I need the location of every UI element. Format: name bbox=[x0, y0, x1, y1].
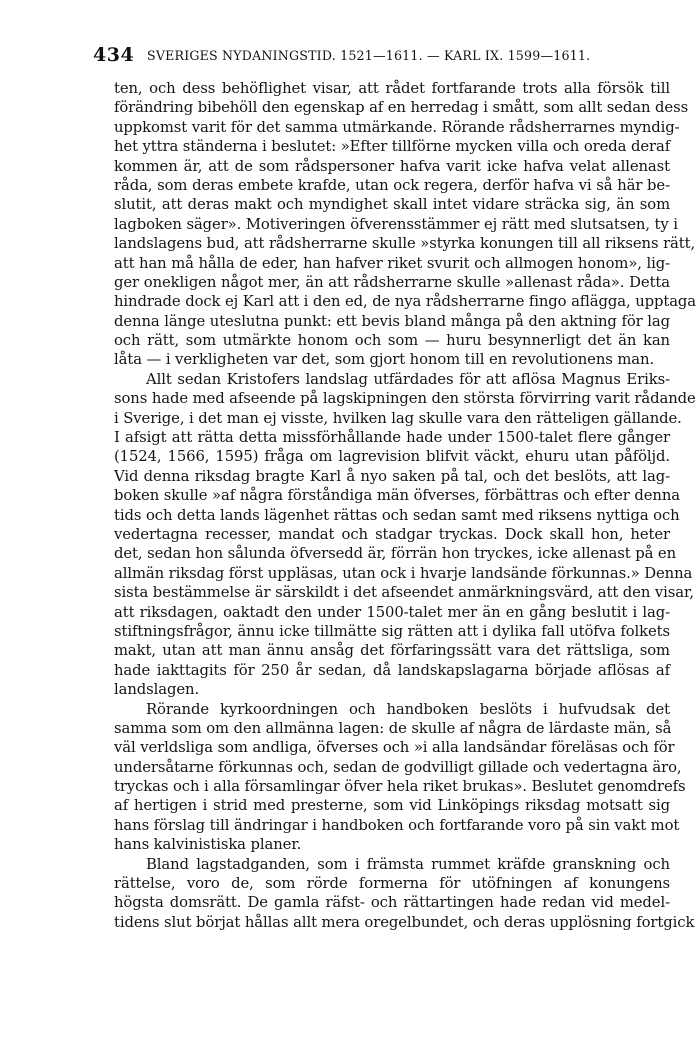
text-line: lagboken säger». Motiveringen öfverensstämmer ej rätt med slutsatsen, ty i bbox=[114, 215, 678, 233]
text-line: stiftningsfrågor, ännu icke tillmätte sig rätten att i dylika fall utöfva folkets bbox=[114, 622, 670, 640]
text-line: att han må hålla de eder, han hafver riket svurit och allmogen honom», lig- bbox=[114, 254, 671, 272]
text-line: hade iakttagits för 250 år sedan, då landskapslagarna började aflösas af bbox=[114, 661, 670, 679]
paragraph-start-line: Rörande kyrkoordningen och handboken beslöts i hufvudsak det bbox=[146, 700, 670, 718]
text-line: I afsigt att rätta detta missförhållande hade under 1500-talet flere gånger bbox=[114, 429, 670, 447]
text-line: uppkomst varit för det samma utmärkande. Rörande rådsherrarnes myndig- bbox=[114, 118, 680, 136]
text-line: väl verldsliga som andliga, öfverses och »i alla landsändar föreläsas och för bbox=[114, 739, 675, 757]
text-line: (1524, 1566, 1595) fråga om lagrevision blifvit väckt, ehuru utan påföljd. bbox=[114, 448, 670, 466]
running-header bbox=[93, 44, 633, 68]
text-line: undersåtarne förkunnas och, sedan de godvilligt gillade och vedertagna äro, bbox=[114, 758, 682, 776]
text-line: vedertagna recesser, mandat och stadgar tryckas. Dock skall hon, heter bbox=[114, 525, 670, 543]
text-line: sista bestämmelse är särskildt i det afseendet anmärkningsvärd, att den visar, bbox=[114, 584, 694, 602]
text-line: landslagens bud, att rådsherrarne skulle »styrka konungen till all riksens rätt, bbox=[114, 235, 696, 253]
text-line: högsta domsrätt. De gamla räfst- och rättartingen hade redan vid medel- bbox=[114, 894, 670, 912]
body-text bbox=[114, 79, 697, 932]
text-line: het yttra ständerna i beslutet: »Efter tillförne mycken villa och oreda deraf bbox=[114, 138, 671, 156]
text-line: slutit, att deras makt och myndighet skall intet vidare sträcka sig, än som bbox=[114, 196, 670, 214]
text-line: att riksdagen, oaktadt den under 1500-talet mer än en gång beslutit i lag- bbox=[114, 603, 670, 621]
page-number: 434 bbox=[93, 44, 135, 66]
text-line: det, sedan hon sålunda öfversedd är, förrän hon tryckes, icke allenast på en bbox=[114, 545, 677, 563]
text-line: låta — i verkligheten var det, som gjort honom till en revolutionens man. bbox=[114, 351, 655, 369]
text-line: allmän riksdag först uppläsas, utan ock i hvarje landsände förkunnas.» Denna bbox=[114, 564, 693, 582]
paragraph-start-line: Bland lagstadganden, som i främsta rummet kräfde granskning och bbox=[146, 855, 670, 873]
text-line: förändring bibehöll den egenskap af en herredag i smått, som allt sedan dess bbox=[114, 99, 689, 117]
text-line: ger onekligen något mer, än att rådsherrarne skulle »allenast råda». Detta bbox=[114, 273, 670, 291]
text-line: tidens slut börjat hållas allt mera oregelbundet, och deras upplösning fortgick bbox=[114, 913, 695, 931]
text-line: i Sverige, i det man ej visste, hvilken lag skulle vara den rätteligen gällande. bbox=[114, 409, 682, 427]
text-line: boken skulle »af några förståndiga män öfverses, förbättras och efter denna bbox=[114, 487, 680, 505]
running-title: SVERIGES NYDANINGSTID. 1521—1611. — KARL IX. 1599—1611. bbox=[147, 48, 591, 63]
text-line: tryckas och i alla församlingar öfver hela riket brukas». Beslutet genomdrefs bbox=[114, 778, 686, 796]
text-line: kommen är, att de som rådspersoner hafva varit icke hafva velat allenast bbox=[114, 157, 670, 175]
text-line: sons hade med afseende på lagskipningen den största förvirring varit rådande bbox=[114, 390, 696, 408]
text-line: hindrade dock ej Karl att i den ed, de nya rådsherrarne fingo aflägga, upptaga bbox=[114, 293, 697, 311]
text-line: landslagen. bbox=[114, 681, 200, 699]
text-line: ten, och dess behöflighet visar, att rådet fortfarande trots alla försök till bbox=[114, 80, 670, 97]
text-line: och rätt, som utmärkte honom och som — huru besynnerligt det än kan bbox=[114, 332, 670, 350]
text-line: denna länge uteslutna punkt: ett bevis bland många på den aktning för lag bbox=[114, 312, 670, 330]
text-line: hans kalvinistiska planer. bbox=[114, 836, 302, 854]
text-line: samma som om den allmänna lagen: de skulle af några de lärdaste män, så bbox=[114, 719, 672, 737]
text-line: tids och detta lands lägenhet rättas och sedan samt med riksens nyttiga och bbox=[114, 506, 680, 524]
text-line: af hertigen i strid med presterne, som vid Linköpings riksdag motsatt sig bbox=[114, 797, 670, 815]
text-line: hans förslag till ändringar i handboken och fortfarande voro på sin vakt mot bbox=[114, 816, 680, 834]
text-line: makt, utan att man ännu ansåg det förfaringssätt vara det rättsliga, som bbox=[114, 642, 670, 660]
text-line: råda, som deras embete krafde, utan ock regera, derför hafva vi så här be- bbox=[114, 176, 670, 194]
text-line: Vid denna riksdag bragte Karl å nyo saken på tal, och det beslöts, att lag- bbox=[114, 467, 670, 485]
paragraph-start-line: Allt sedan Kristofers landslag utfärdades för att aflösa Magnus Eriks- bbox=[146, 370, 670, 388]
text-line: rättelse, voro de, som rörde formerna för utöfningen af konungens bbox=[114, 875, 670, 893]
